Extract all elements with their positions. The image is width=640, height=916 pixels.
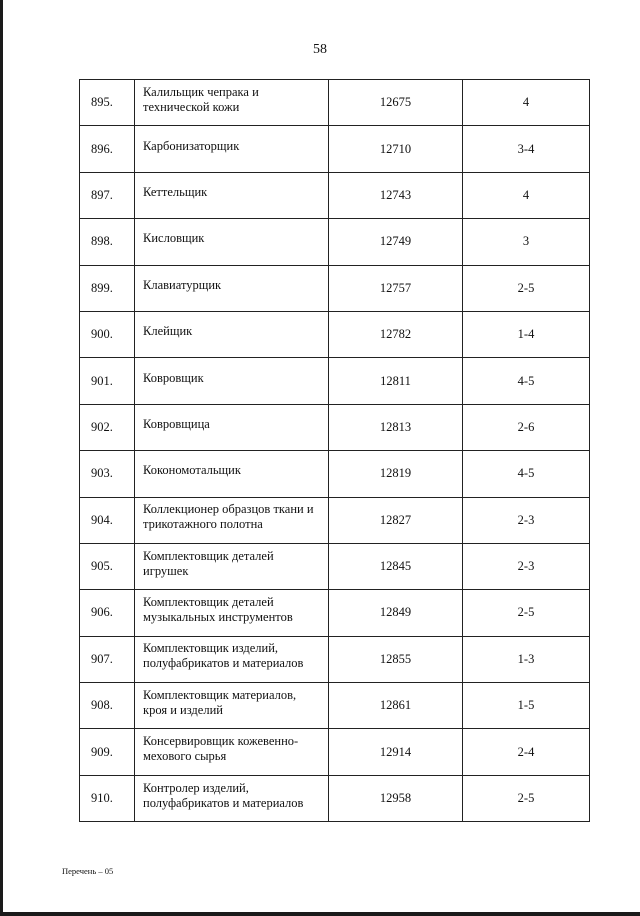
profession-name: Кисловщик xyxy=(143,231,205,246)
page-number: 58 xyxy=(313,42,327,57)
row-number: 910. xyxy=(80,775,135,821)
grade-range: 1-3 xyxy=(463,636,590,682)
profession-code: 12845 xyxy=(329,543,463,589)
table-row xyxy=(80,775,590,821)
table-row xyxy=(80,451,590,497)
grade-range: 3 xyxy=(463,219,590,265)
scan-edge-left xyxy=(0,0,3,916)
table-row xyxy=(80,358,590,404)
profession-name-cell xyxy=(135,404,329,450)
table-row xyxy=(80,126,590,172)
table-row xyxy=(80,311,590,357)
profession-code: 12819 xyxy=(329,451,463,497)
grade-range: 4 xyxy=(463,80,590,126)
profession-name: Комплектовщик деталей музыкальных инструментов xyxy=(143,594,293,624)
row-number: 905. xyxy=(80,543,135,589)
profession-name: Коллекционер образцов ткани и трикотажного полотна xyxy=(143,502,314,532)
profession-name-cell xyxy=(135,636,329,682)
row-number: 908. xyxy=(80,683,135,729)
profession-name-cell xyxy=(135,590,329,636)
row-number: 907. xyxy=(80,636,135,682)
grade-range: 4 xyxy=(463,172,590,218)
row-number: 900. xyxy=(80,311,135,357)
table-row xyxy=(80,729,590,775)
profession-name-cell xyxy=(135,543,329,589)
footer-note: Перечень – 05 xyxy=(62,866,114,876)
row-number: 897. xyxy=(80,172,135,218)
scan-edge-bottom xyxy=(0,912,640,916)
profession-name: Комплектовщик материалов, кроя и изделий xyxy=(143,687,297,717)
profession-name-cell xyxy=(135,497,329,543)
profession-name: Карбонизаторщик xyxy=(143,138,240,153)
profession-name: Комплектовщик изделий, полуфабрикатов и материалов xyxy=(143,641,304,671)
profession-code: 12749 xyxy=(329,219,463,265)
profession-table xyxy=(79,79,590,822)
table-row xyxy=(80,80,590,126)
profession-name-cell xyxy=(135,265,329,311)
table-row xyxy=(80,636,590,682)
table-row xyxy=(80,265,590,311)
profession-name: Калильщик чепрака и технической кожи xyxy=(143,84,259,114)
row-number: 906. xyxy=(80,590,135,636)
profession-name-cell xyxy=(135,683,329,729)
profession-name: Ковровщица xyxy=(143,416,210,431)
row-number: 895. xyxy=(80,80,135,126)
profession-table-body xyxy=(80,80,590,822)
profession-code: 12675 xyxy=(329,80,463,126)
profession-code: 12958 xyxy=(329,775,463,821)
profession-name: Клавиатурщик xyxy=(143,277,222,292)
table-row xyxy=(80,683,590,729)
profession-name: Консервировщик кожевенно-мехового сырья xyxy=(143,734,299,764)
table-row xyxy=(80,404,590,450)
profession-name-cell xyxy=(135,775,329,821)
profession-name-cell xyxy=(135,126,329,172)
profession-code: 12813 xyxy=(329,404,463,450)
row-number: 896. xyxy=(80,126,135,172)
row-number: 902. xyxy=(80,404,135,450)
profession-name: Контролер изделий, полуфабрикатов и материалов xyxy=(143,780,304,810)
profession-name-cell xyxy=(135,80,329,126)
grade-range: 1-5 xyxy=(463,683,590,729)
grade-range: 2-6 xyxy=(463,404,590,450)
table-row xyxy=(80,543,590,589)
profession-code: 12743 xyxy=(329,172,463,218)
grade-range: 2-3 xyxy=(463,497,590,543)
profession-name-cell xyxy=(135,172,329,218)
grade-range: 2-5 xyxy=(463,590,590,636)
table-row xyxy=(80,590,590,636)
row-number: 903. xyxy=(80,451,135,497)
row-number: 901. xyxy=(80,358,135,404)
grade-range: 2-3 xyxy=(463,543,590,589)
profession-name: Кокономотальщик xyxy=(143,463,241,478)
profession-code: 12782 xyxy=(329,311,463,357)
profession-code: 12855 xyxy=(329,636,463,682)
table-row xyxy=(80,172,590,218)
row-number: 898. xyxy=(80,219,135,265)
profession-name-cell xyxy=(135,729,329,775)
table-row xyxy=(80,219,590,265)
grade-range: 2-4 xyxy=(463,729,590,775)
profession-name-cell xyxy=(135,219,329,265)
row-number: 904. xyxy=(80,497,135,543)
profession-name-cell xyxy=(135,451,329,497)
profession-code: 12757 xyxy=(329,265,463,311)
row-number: 909. xyxy=(80,729,135,775)
profession-name-cell xyxy=(135,311,329,357)
table-row xyxy=(80,497,590,543)
profession-code: 12811 xyxy=(329,358,463,404)
profession-code: 12861 xyxy=(329,683,463,729)
profession-code: 12914 xyxy=(329,729,463,775)
grade-range: 4-5 xyxy=(463,358,590,404)
profession-name: Клейщик xyxy=(143,324,193,339)
profession-name-cell xyxy=(135,358,329,404)
grade-range: 2-5 xyxy=(463,775,590,821)
profession-code: 12827 xyxy=(329,497,463,543)
profession-name: Кеттельщик xyxy=(143,184,208,199)
grade-range: 2-5 xyxy=(463,265,590,311)
row-number: 899. xyxy=(80,265,135,311)
profession-code: 12849 xyxy=(329,590,463,636)
grade-range: 1-4 xyxy=(463,311,590,357)
profession-name: Ковровщик xyxy=(143,370,204,385)
profession-code: 12710 xyxy=(329,126,463,172)
grade-range: 3-4 xyxy=(463,126,590,172)
profession-name: Комплектовщик деталей игрушек xyxy=(143,548,274,578)
grade-range: 4-5 xyxy=(463,451,590,497)
